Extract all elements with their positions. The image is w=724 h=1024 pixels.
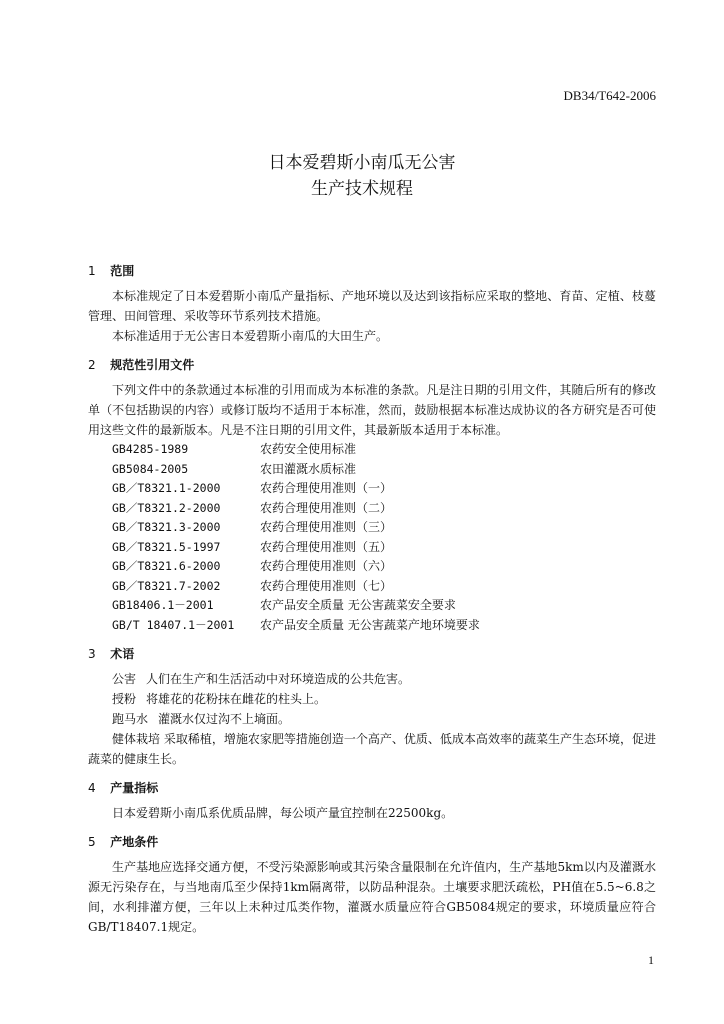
reference-name: 农药合理使用准则（三） [260,520,393,534]
section-title: 术语 [110,647,135,661]
section-heading-yield [88,779,656,797]
reference-code: GB／T8321.1-2000 [112,481,221,495]
reference-name: 农产品安全质量 无公害蔬菜安全要求 [260,598,456,612]
document-title [0,150,724,202]
reference-item [88,518,656,538]
reference-code: GB／T8321.3-2000 [112,520,221,534]
section-title: 范围 [110,264,135,278]
section-heading-scope [88,262,656,280]
reference-code: GB／T8321.2-2000 [112,500,221,515]
paragraph: 本标准规定了日本爱碧斯小南瓜产量指标、产地环境以及达到该指标应采取的整地、育苗、定植、枝蔓管理、田间管理、采收等环节系列技术措施。 [88,289,656,323]
term-definition: 人们在生产和生活活动中对环境造成的公共危害。 [146,672,411,686]
reference-name: 农药合理使用准则（一） [260,481,393,495]
reference-code: GB／T8321.5-1997 [112,539,221,554]
term-entry-paragraph: 健体栽培 采取稀植，增施农家肥等措施创造一个高产、优质、低成本高效率的蔬菜生产生态环境，促进蔬菜的健康生长。 [88,732,656,766]
section-number: 1 [88,264,96,278]
section-number: 2 [88,358,96,372]
term-entry [88,669,656,689]
reference-code: GB4285-1989 [112,442,189,456]
reference-item [88,596,656,616]
title-line-2: 生产技术规程 [311,179,413,199]
section-number: 4 [88,781,96,795]
reference-code: GB18406.1－2001 [112,598,214,612]
term-definition: 将雄花的花粉抹在雌花的柱头上。 [146,692,327,706]
section-heading-references [88,356,656,374]
paragraph: 下列文件中的条款通过本标准的引用而成为本标准的条款。凡是注日期的引用文件，其随后所有的修改单（不包括勘误的内容）或修订版均不适用于本标准，然而，鼓励根据本标准达成协议的各方研究是否可使用这些文件的最新版本。凡是不注日期的引用文件，其最新版本适用于本标准。 [88,383,656,437]
reference-name: 农药合理使用准则（六） [260,559,393,573]
section-title: 产量指标 [110,781,159,795]
reference-name: 农田灌溉水质标准 [260,461,357,476]
reference-name: 农产品安全质量 无公害蔬菜产地环境要求 [260,617,480,632]
reference-name: 农药合理使用准则（二） [260,500,393,515]
reference-code: GB／T8321.6-2000 [112,559,221,573]
reference-item [88,499,656,519]
reference-item [88,479,656,499]
reference-item [88,440,656,460]
reference-item [88,577,656,597]
term-definition: 灌溉水仅过沟不上墒面。 [158,712,291,726]
section-heading-site-conditions [88,833,656,851]
reference-list [88,440,656,635]
term-name: 公害 [112,672,137,686]
paragraph: 生产基地应选择交通方便，不受污染源影响或其污染含量限制在允许值内，生产基地5km以内及灌溉水源无污染存在，与当地南瓜至少保持1km隔离带，以防品种混杂。土壤要求肥沃疏松，PH值在5.5~6.8之间，水利排灌方便，三年以上未种过瓜类作物，灌溉水质量应符合GB5084规定的要求，环境质量应符合GB/T18407.1规定。 [88,860,656,934]
reference-code: GB／T8321.7-2002 [112,578,221,593]
section-number: 3 [88,647,96,661]
section-heading-terms [88,645,656,663]
term-name: 跑马水 [112,712,149,726]
term-entry [88,689,656,709]
page-number: 1 [648,953,654,967]
section-title: 规范性引用文件 [110,358,195,372]
reference-item [88,460,656,480]
reference-code: GB5084-2005 [112,461,189,476]
term-name: 授粉 [112,692,137,706]
paragraph: 本标准适用于无公害日本爱碧斯小南瓜的大田生产。 [112,329,389,343]
reference-name: 农药安全使用标准 [260,442,357,456]
title-line-1: 日本爱碧斯小南瓜无公害 [268,153,456,173]
document-number: DB34/T642-2006 [563,88,656,103]
reference-name: 农药合理使用准则（五） [260,539,393,554]
reference-item [88,538,656,558]
term-entry [88,709,656,729]
reference-code: GB/T 18407.1－2001 [112,617,235,632]
section-number: 5 [88,835,96,849]
section-title: 产地条件 [110,835,159,849]
document-body [88,262,656,937]
paragraph: 日本爱碧斯小南瓜系优质品牌，每公顷产量宜控制在22500kg。 [112,806,454,820]
reference-item [88,557,656,577]
reference-name: 农药合理使用准则（七） [260,578,393,593]
reference-item [88,616,656,636]
